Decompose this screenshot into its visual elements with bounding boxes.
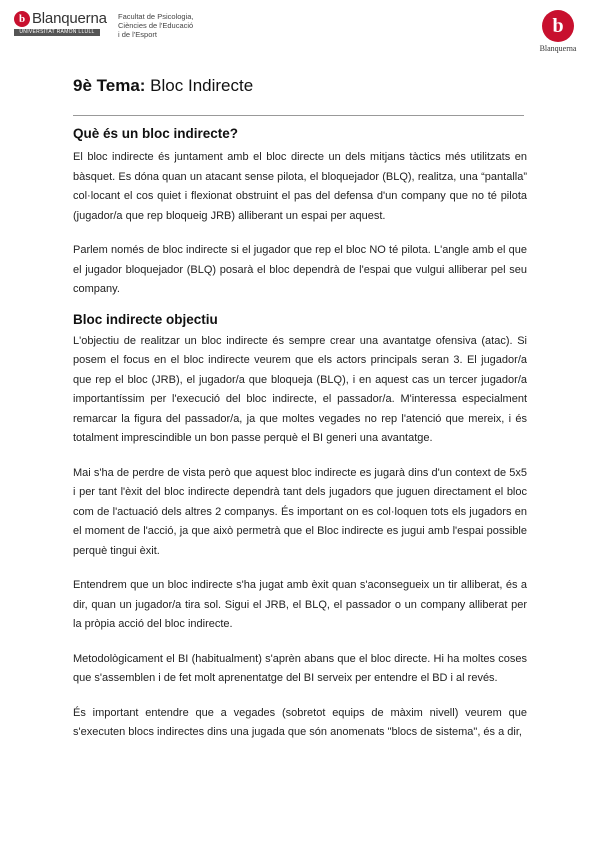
paragraph: Entendrem que un bloc indirecte s'ha jugat amb èxit quan s'aconsegueix un tir alliberat, és a dir, quan un jugador/a tira sol. Sigui el JRB, el BLQ, el passador o un company alliberat per la pròpia acció del bloc indirecte. (73, 579, 527, 630)
title-text: Bloc Indirecte (145, 76, 254, 95)
paragraph: El bloc indirecte és juntament amb el bloc directe un dels mitjans tàctics més utilitzats en bàsquet. Es dóna quan un atacant sense pilota, el bloquejador (BLQ), realitza, una “pantalla” col·locant el cos quiet i flexionat obstruint el pas del defensa d'un company que no té pilota (jugador/a que rep bloqueig JRB) alliberant un espai per aquest. (73, 151, 527, 222)
paragraph: L'objectiu de realitzar un bloc indirecte és sempre crear una avantatge ofensiva (atac). Si posem el focus en el bloc indirecte veurem que els actors principals seran 3. El jugador/a que rep el bloc (JRB), el jugador/a que bloqueja (BLQ), i en aquest cas un tercer jugador/a importantíssim per l'execució del bloc indirecte, el passador/a. M'interessa especialment remarcar la figura del passador/a, ja que moltes vegades no rep l'atenció que mereix, i és totalment imprescindible un bon passe perquè el BI generi una avantatge. (73, 334, 527, 444)
emblem-name: Blanquerna (539, 44, 577, 53)
section-heading: Què és un bloc indirecte? (73, 126, 239, 141)
blanquerna-emblem (534, 10, 582, 53)
faculty-line: Facultat de Psicologia, (118, 12, 194, 21)
faculty-line: i de l'Esport (118, 30, 157, 39)
title-divider (73, 115, 524, 116)
logo-wordmark: Blanquerna (32, 10, 107, 27)
paragraph: Metodològicament el BI (habitualment) s'aprèn abans que el bloc directe. Hi ha moltes coses que s'assemblen i de fet molt aprenentatge del BI serveix per entendre el BD i al revés. (73, 652, 527, 684)
paragraph: Parlem només de bloc indirecte si el jugador que rep el bloc NO té pilota. L'angle amb el que el jugador bloquejador (BLQ) posarà el bloc dependrà de l'espai que vulgui alliberar pel seu company. (73, 244, 527, 295)
faculty-line: Ciències de l'Educació (118, 21, 194, 30)
logo-subtitle: UNIVERSITAT RAMON LLULL (14, 29, 100, 36)
faculty-name (118, 12, 193, 39)
paragraph: És important entendre que a vegades (sobretot equips de màxim nivell) veurem que s'executen blocs indirectes dins una jugada que són anomenats "blocs de sistema", és a dir, (73, 706, 527, 738)
section-heading: Bloc indirecte objectiu (73, 311, 218, 327)
page-title (73, 76, 253, 96)
title-topic: 9è Tema: (73, 76, 146, 95)
page-header (0, 0, 600, 60)
emblem-icon: b (542, 10, 574, 42)
logo-badge-icon: b (14, 11, 30, 27)
blanquerna-logo (14, 10, 107, 27)
document-body (73, 124, 527, 743)
paragraph: Mai s'ha de perdre de vista però que aquest bloc indirecte es jugarà dins d'un context de 5x5 i per tant l'èxit del bloc indirecte dependrà tant dels jugadors que juguen directament el bloc com de l'actuació dels altres 2 companys. És important on es col·loquen tots els jugadors en el moment de l'acció, ja que això permetrà que el Bloc indirecte es jugui amb l'espai possible perquè tingui èxit. (73, 466, 527, 557)
